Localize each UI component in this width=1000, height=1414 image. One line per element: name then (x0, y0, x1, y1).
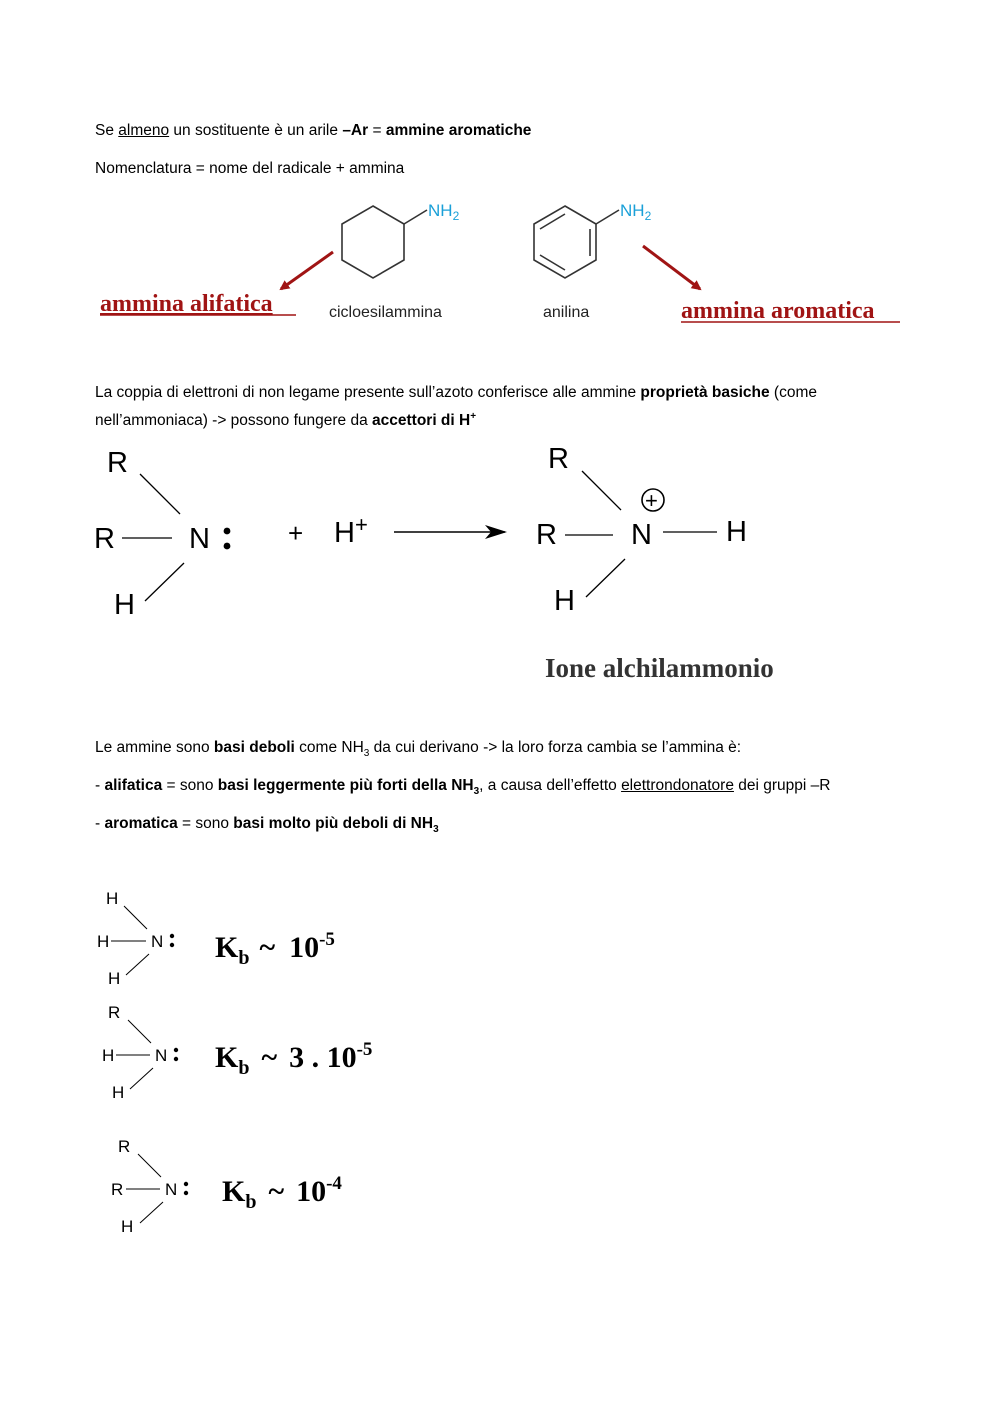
atom-r-top: R (107, 447, 128, 479)
product-n: N (631, 519, 652, 551)
lone-pair-dot (170, 943, 174, 947)
product-r-top: R (548, 443, 569, 475)
product-r-left: R (536, 519, 557, 551)
atom-left: R (111, 1180, 124, 1199)
bond (126, 954, 149, 975)
atom-n: N (189, 523, 210, 555)
bold-text: alifatica (104, 777, 163, 794)
subscript: 3 (363, 748, 370, 760)
bold-text: proprietà basiche (640, 384, 770, 401)
anil-nh2-label: $NH_2$ (620, 201, 652, 223)
atom-bottom: H (112, 1083, 125, 1102)
proton: H+ (334, 512, 368, 549)
cyclo-nh2-label: $NH_2$ (428, 201, 460, 223)
label-aromatic-amine: ammina aromatica (681, 298, 875, 324)
bold-text: aromatica (104, 815, 178, 832)
text: (come (769, 384, 817, 401)
label-cyclohexylamine: cicloesilammina (329, 304, 442, 321)
paragraph-nomenclature: Nomenclatura = nome del radicale + ammina (95, 160, 405, 177)
text: - (95, 777, 105, 794)
kb-value: $K_b$ ~ $10^{-4}$ (222, 1173, 342, 1213)
kb-value: $K_b$ ~ $10^{-5}$ (215, 929, 335, 969)
atom-top: H (106, 889, 119, 908)
text: da cui derivano -> la loro forza cambia se l’ammina è: (369, 739, 742, 756)
bold-text: basi deboli (213, 739, 295, 756)
text: Le ammine sono (95, 739, 214, 756)
lone-pair-dot (174, 1048, 178, 1052)
bond (140, 1202, 163, 1223)
text: La coppia di elettroni di non legame presente sull’azoto conferisce alle ammine (95, 384, 641, 401)
lone-pair-dot (184, 1182, 188, 1186)
atom-left: H (102, 1046, 115, 1065)
bond (124, 906, 147, 929)
label-aliphatic-amine: ammina alifatica (100, 291, 273, 317)
bond (138, 1154, 161, 1177)
bond (130, 1068, 153, 1089)
atom-top: R (108, 1003, 121, 1022)
subscript: 3 (433, 824, 439, 836)
text: = sono (177, 815, 234, 832)
text: , a causa dell’effetto (479, 777, 622, 794)
text: - (95, 815, 105, 832)
kb-row-primary-amine (102, 1003, 372, 1102)
text: = (368, 122, 386, 139)
bold-text: accettori di H (372, 412, 471, 430)
bond (128, 1020, 151, 1043)
superscript: + (470, 411, 477, 422)
text: nell’ammoniaca) -> possono fungere da (95, 412, 373, 430)
subscript: 3 (473, 786, 480, 798)
bold-text: basi leggermente più forti della NH (217, 777, 474, 794)
atom-r-left: R (94, 523, 115, 555)
plus-sign: + (288, 518, 304, 548)
atom-n: N (155, 1046, 168, 1065)
atom-bottom: H (121, 1217, 134, 1236)
kb-row-secondary-amine (111, 1137, 342, 1236)
atom-n: N (165, 1180, 178, 1199)
atom-bottom: H (108, 969, 121, 988)
text: = sono (162, 777, 218, 794)
bold-text: –Ar (342, 122, 369, 139)
ion-label: Ione alchilammonio (545, 653, 774, 683)
charge-sign: + (645, 488, 658, 513)
kb-row-ammonia (97, 889, 335, 988)
lone-pair-dot (170, 934, 174, 938)
atom-top: R (118, 1137, 131, 1156)
atom-h-bottom: H (114, 589, 135, 621)
underlined-text: almeno (118, 122, 170, 139)
lone-pair-dot (184, 1191, 188, 1195)
text: un sostituente è un arile (169, 122, 343, 139)
text: come NH (294, 739, 364, 756)
kb-value: $K_b$ ~ 3 . $10^{-5}$ (215, 1039, 373, 1079)
product-h-bottom: H (554, 585, 575, 617)
text: Se (95, 122, 119, 139)
bold-text: ammine aromatiche (385, 122, 532, 139)
underlined-text: elettrondonatore (621, 777, 734, 794)
atom-left: H (97, 932, 110, 951)
label-aniline: anilina (543, 304, 590, 321)
atom-n: N (151, 932, 164, 951)
lone-pair-dot (174, 1057, 178, 1061)
bold-text: basi molto più deboli di NH (233, 815, 434, 832)
product-h-right: H (726, 516, 747, 548)
text: dei gruppi –R (733, 777, 831, 794)
